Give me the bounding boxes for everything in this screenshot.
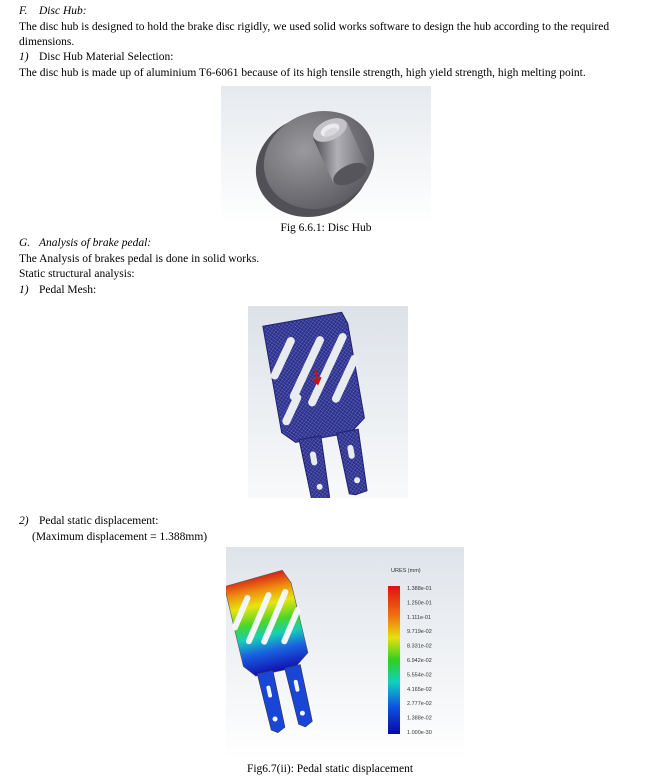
section-g-item-2-label: Pedal static displacement: (39, 515, 159, 527)
section-f-item-number: 1) (19, 51, 29, 63)
displacement-caption: Fig6.7(ii): Pedal static displacement (246, 763, 414, 775)
disc-hub-caption: Fig 6.6.1: Disc Hub (280, 222, 372, 234)
section-g-title: Analysis of brake pedal: (39, 237, 152, 249)
section-g-paragraph-2: Static structural analysis: (19, 268, 135, 280)
legend-tick-label: 6.942e-02 (407, 658, 432, 664)
section-g-item-2 (19, 514, 640, 529)
section-f-number: F. (19, 5, 28, 17)
section-f-item (19, 50, 640, 65)
legend-title: URES (mm) (391, 568, 421, 574)
max-displacement-note: (Maximum displacement = 1.388mm) (32, 531, 208, 543)
legend-tick-label: 1.111e-01 (407, 614, 431, 621)
section-g-item-1-label: Pedal Mesh: (39, 284, 97, 296)
section-f-item-paragraph: The disc hub is made up of aluminium T6-6061 because of its high tensile strength, high yield strength, high melting point. (19, 67, 586, 79)
legend-tick-label: 1.000e-30 (407, 730, 432, 736)
legend-tick-label: 5.554e-02 (407, 672, 432, 679)
legend-tick-label: 8.331e-02 (407, 643, 432, 650)
disc-hub-figure (221, 86, 431, 224)
legend-tick-label: 1.388e-01 (407, 586, 432, 592)
legend-tick-label: 2.777e-02 (407, 701, 432, 708)
pedal-displacement-figure (226, 547, 464, 760)
section-f-heading (19, 4, 640, 19)
section-g-number: G. (19, 237, 31, 249)
section-g-heading (19, 236, 640, 251)
section-g-item-2-number: 2) (19, 515, 29, 527)
legend-tick-label: 9.719e-02 (407, 629, 432, 636)
section-g-paragraph-1: The Analysis of brakes pedal is done in solid works. (19, 253, 260, 265)
legend-tick-label: 1.250e-01 (407, 600, 432, 607)
legend-tick-label: 1.388e-02 (407, 715, 432, 722)
legend-colorbar (388, 586, 400, 734)
section-g-item-1-number: 1) (19, 284, 29, 296)
pedal-mesh-figure (248, 306, 408, 498)
section-f-paragraph: The disc hub is designed to hold the brake disc rigidly, we used solid works software to design the hub according to the required dimensions. (19, 21, 610, 48)
legend-tick-label: 4.165e-02 (407, 686, 432, 693)
section-f-title: Disc Hub: (39, 5, 87, 17)
section-g-item-1 (19, 283, 640, 298)
section-f-item-label: Disc Hub Material Selection: (39, 51, 174, 63)
